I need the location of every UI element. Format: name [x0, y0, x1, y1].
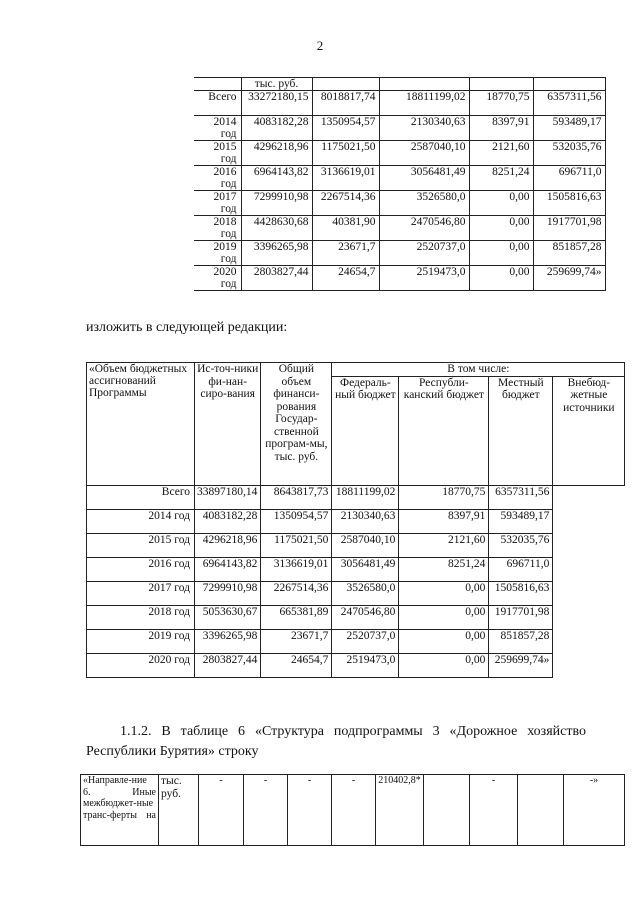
extra-cell: 851857,28 — [533, 241, 605, 266]
table-row — [87, 509, 625, 533]
new-budget-table — [86, 362, 625, 678]
republic-cell: 2470546,80 — [379, 216, 469, 241]
local-cell: 0,00 — [469, 216, 533, 241]
local-cell: 2121,60 — [399, 533, 489, 557]
year-cell: 2019 год — [87, 629, 195, 653]
total-cell: 7299910,98 — [195, 581, 261, 605]
extra-cell: 259699,74» — [489, 653, 553, 677]
total-cell: 4296218,96 — [241, 141, 312, 166]
year-cell: 2019 год — [194, 241, 241, 266]
year-header-cell — [194, 78, 241, 91]
total-cell: 2803827,44 — [241, 266, 312, 291]
extra-cell: 593489,17 — [489, 509, 553, 533]
republic-cell: 2519473,0 — [379, 266, 469, 291]
extra-cell: 696711,0 — [533, 166, 605, 191]
year-cell: 2020 год — [194, 266, 241, 291]
table-row — [87, 533, 625, 557]
local-cell: 0,00 — [469, 241, 533, 266]
table-row — [194, 91, 605, 116]
federal-cell: 24654,7 — [261, 653, 332, 677]
republic-cell: 2130340,63 — [332, 509, 399, 533]
total-cell: 3396265,98 — [241, 241, 312, 266]
federal-header: Федераль-ный бюджет — [332, 376, 399, 485]
republic-cell: 2587040,10 — [379, 141, 469, 166]
value-cell: - — [332, 775, 376, 846]
value-cell: - — [199, 775, 244, 846]
republic-cell: 18811199,02 — [332, 485, 399, 509]
year-cell: Всего — [87, 485, 195, 509]
direction-name-cell: «Направле-ние 6. Иные межбюджет-ные транс-ферты на — [81, 775, 159, 846]
local-header: Местный бюджет — [489, 376, 553, 485]
federal-cell: 2267514,36 — [261, 581, 332, 605]
local-cell: 0,00 — [469, 191, 533, 216]
table-row — [87, 629, 625, 653]
year-cell: 2014 год — [194, 116, 241, 141]
value-cell — [518, 775, 564, 846]
extra-cell: 696711,0 — [489, 557, 553, 581]
local-cell: 8397,91 — [399, 509, 489, 533]
extra-cell: 1505816,63 — [533, 191, 605, 216]
table-row — [87, 653, 625, 677]
source-header: Ис-точ-ники фи-нан-сиро-вания — [195, 363, 261, 486]
table-row — [194, 116, 605, 141]
extra-header: Внебюд-жетные источники — [553, 376, 625, 485]
federal-cell: 2267514,36 — [312, 191, 379, 216]
federal-cell: 3136619,01 — [312, 166, 379, 191]
federal-cell: 1175021,50 — [261, 533, 332, 557]
republic-cell: 2519473,0 — [332, 653, 399, 677]
federal-cell: 8018817,74 — [312, 91, 379, 116]
year-cell: 2016 год — [87, 557, 195, 581]
total-cell: 6964143,82 — [241, 166, 312, 191]
year-cell: 2020 год — [87, 653, 195, 677]
table-row — [194, 216, 605, 241]
total-cell: 33897180,14 — [195, 485, 261, 509]
value-cell — [424, 775, 470, 846]
total-cell: 7299910,98 — [241, 191, 312, 216]
republic-header: Республи-канский бюджет — [399, 376, 489, 485]
total-cell: 2803827,44 — [195, 653, 261, 677]
total-cell: 3396265,98 — [195, 629, 261, 653]
local-cell: 2121,60 — [469, 141, 533, 166]
federal-cell: 40381,90 — [312, 216, 379, 241]
total-cell: 4296218,96 — [195, 533, 261, 557]
year-cell: 2015 год — [194, 141, 241, 166]
total-cell: 4083182,28 — [241, 116, 312, 141]
value-cell: -» — [564, 775, 625, 846]
federal-cell: 23671,7 — [261, 629, 332, 653]
extra-cell: 1505816,63 — [489, 581, 553, 605]
local-cell: 0,00 — [399, 653, 489, 677]
total-cell: 6964143,82 — [195, 557, 261, 581]
table-row — [194, 191, 605, 216]
value-cell: - — [470, 775, 518, 846]
extra-cell: 851857,28 — [489, 629, 553, 653]
federal-cell: 8643817,73 — [261, 485, 332, 509]
table-row — [87, 581, 625, 605]
value-cell: - — [288, 775, 332, 846]
total-cell: 4428630,68 — [241, 216, 312, 241]
table-row — [87, 485, 625, 509]
unit-fragment: тыс. руб. — [241, 78, 312, 91]
extra-cell: 593489,17 — [533, 116, 605, 141]
year-cell: 2016 год — [194, 166, 241, 191]
federal-cell: 665381,89 — [261, 605, 332, 629]
table-row — [194, 266, 605, 291]
republic-cell: 2520737,0 — [379, 241, 469, 266]
total-header: Общий объем финанси-рования Государ-ственной програм-мы, тыс. руб. — [261, 363, 332, 486]
federal-cell: 1175021,50 — [312, 141, 379, 166]
republic-cell: 2130340,63 — [379, 116, 469, 141]
extra-cell: 532035,76 — [533, 141, 605, 166]
year-cell: 2014 год — [87, 509, 195, 533]
extra-cell: 1917701,98 — [533, 216, 605, 241]
table-row — [87, 557, 625, 581]
republic-cell: 3526580,0 — [379, 191, 469, 216]
year-cell: 2015 год — [87, 533, 195, 557]
year-cell: Всего — [194, 91, 241, 116]
value-cell: 210402,8* — [376, 775, 424, 846]
year-cell: 2017 год — [87, 581, 195, 605]
republic-cell: 3056481,49 — [332, 557, 399, 581]
federal-cell: 3136619,01 — [261, 557, 332, 581]
including-header: В том числе: — [332, 363, 625, 377]
year-cell: 2017 год — [194, 191, 241, 216]
table-row — [194, 241, 605, 266]
local-cell: 8397,91 — [469, 116, 533, 141]
total-cell: 5053630,67 — [195, 605, 261, 629]
extra-cell: 6357311,56 — [489, 485, 553, 509]
republic-cell: 3526580,0 — [332, 581, 399, 605]
local-cell: 8251,24 — [399, 557, 489, 581]
page-number: 2 — [316, 38, 324, 53]
local-cell: 8251,24 — [469, 166, 533, 191]
republic-cell: 2520737,0 — [332, 629, 399, 653]
republic-cell: 2470546,80 — [332, 605, 399, 629]
federal-cell: 1350954,57 — [312, 116, 379, 141]
extra-cell: 6357311,56 — [533, 91, 605, 116]
local-cell: 18770,75 — [399, 485, 489, 509]
local-cell: 0,00 — [399, 605, 489, 629]
total-cell: 33272180,15 — [241, 91, 312, 116]
local-cell: 0,00 — [399, 581, 489, 605]
value-cell: - — [244, 775, 288, 846]
extra-cell: 259699,74» — [533, 266, 605, 291]
republic-cell: 18811199,02 — [379, 91, 469, 116]
year-cell: 2018 год — [194, 216, 241, 241]
paragraph-1-1-2: 1.1.2. В таблице 6 «Структура подпрограммы 3 «Дорожное хозяйство Республики Бурятия» строку — [86, 724, 586, 759]
federal-cell: 24654,7 — [312, 266, 379, 291]
table-row — [87, 605, 625, 629]
old-budget-table — [194, 77, 606, 291]
federal-cell: 23671,7 — [312, 241, 379, 266]
extra-cell: 1917701,98 — [489, 605, 553, 629]
local-cell: 0,00 — [399, 629, 489, 653]
republic-cell: 2587040,10 — [332, 533, 399, 557]
total-cell: 4083182,28 — [195, 509, 261, 533]
direction-6-table — [80, 774, 625, 846]
extra-cell: 532035,76 — [489, 533, 553, 557]
intro-text: изложить в следующей редакции: — [86, 320, 288, 335]
table-row — [194, 166, 605, 191]
local-cell: 0,00 — [469, 266, 533, 291]
table-row — [194, 141, 605, 166]
year-cell: 2018 год — [87, 605, 195, 629]
unit-cell: тыс. руб. — [159, 775, 199, 846]
federal-cell: 1350954,57 — [261, 509, 332, 533]
local-cell: 18770,75 — [469, 91, 533, 116]
program-title-cell: «Объем бюджетных ассигнований Программы — [87, 363, 195, 486]
republic-cell: 3056481,49 — [379, 166, 469, 191]
